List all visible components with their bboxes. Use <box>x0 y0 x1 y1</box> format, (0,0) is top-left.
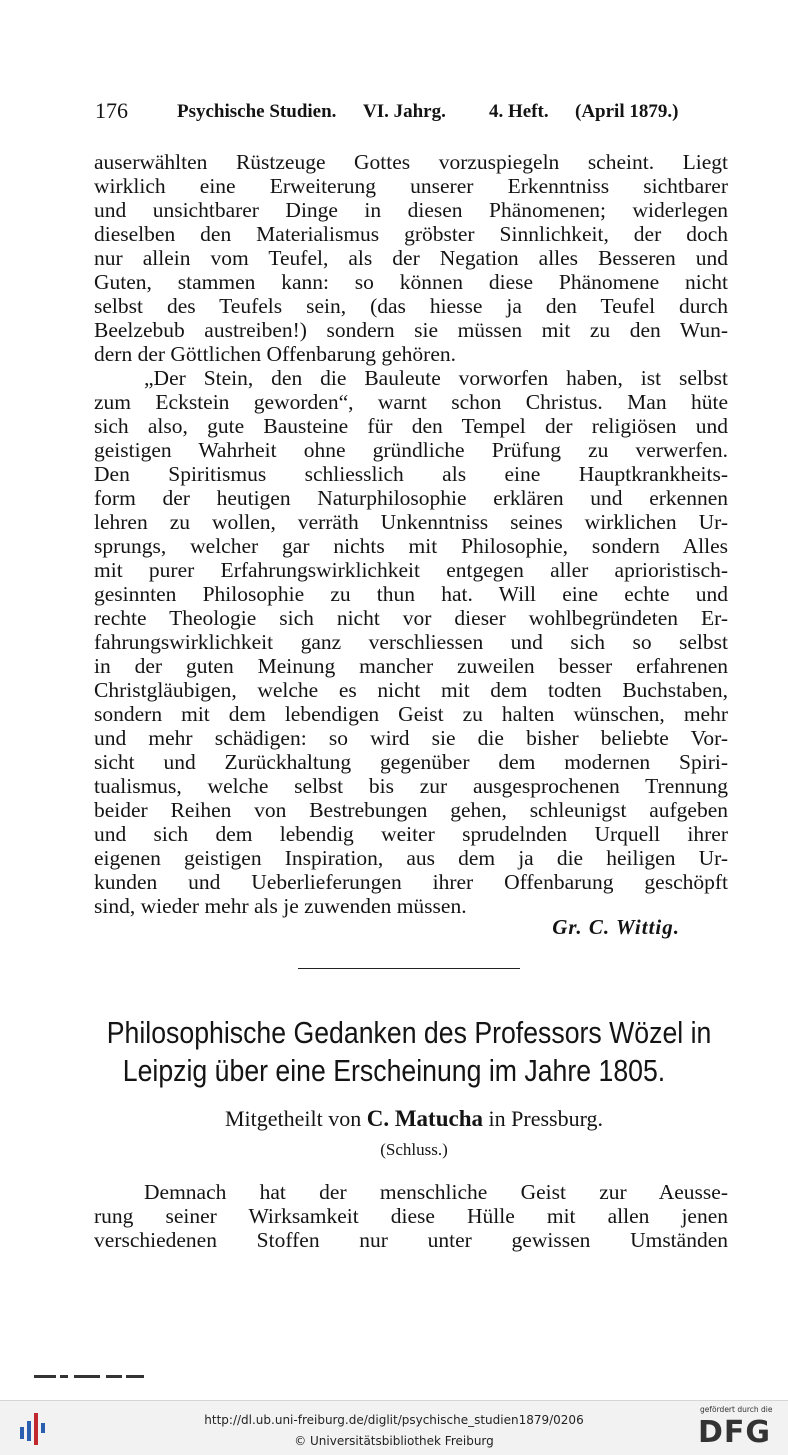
text-line: dern der Göttlichen Offenbarung gehören. <box>94 342 456 366</box>
dfg-logo-text: DFG <box>698 1415 772 1450</box>
document-url[interactable]: http://dl.ub.uni-freiburg.de/diglit/psychische_studien1879/0206 <box>204 1413 584 1427</box>
text-line: form der heutigen Naturphilosophie erklären und erkennen <box>94 486 728 510</box>
continuation-note: (Schluss.) <box>380 1140 448 1159</box>
text-line: kunden und Ueberlieferungen ihrer Offenbarung geschöpft <box>94 870 728 894</box>
text-line: sicht und Zurückhaltung gegenüber dem modernen Spiri- <box>94 750 728 774</box>
text-line: und unsichtbarer Dinge in diesen Phänomenen; widerlegen <box>94 198 728 222</box>
text-line: Den Spiritismus schliesslich als eine Hauptkrankheits- <box>94 462 728 486</box>
text-line: tualismus, welche selbst bis zur ausgesprochenen Trennung <box>94 774 728 798</box>
article-text-line: Demnach hat der menschliche Geist zur Aeusse- <box>144 1180 728 1204</box>
author-signature: Gr. C. Wittig. <box>552 915 680 939</box>
text-line: wirklich eine Erweiterung unserer Erkenntniss sichtbarer <box>94 174 728 198</box>
section-divider <box>298 968 520 969</box>
article-text-line: verschiedenen Stoffen nur unter gewissen Umständen <box>94 1228 728 1252</box>
text-line: selbst des Teufels sein, (das hiesse ja den Teufel durch <box>94 294 728 318</box>
issue-date: (April 1879.) <box>575 101 679 122</box>
text-line: auserwählten Rüstzeuge Gottes vorzuspiegeln scheint. Liegt <box>94 150 728 174</box>
text-line: „Der Stein, den die Bauleute vorworfen haben, ist selbst <box>144 366 728 390</box>
dfg-logo <box>696 1403 782 1453</box>
text-line: Beelzebub austreiben!) sondern sie müssen mit zu den Wun- <box>94 318 728 342</box>
text-line: eigenen geistigen Inspiration, aus dem ja die heiligen Ur- <box>94 846 728 870</box>
byline-prefix: Mitgetheilt von <box>224 1106 362 1131</box>
text-line: beider Reihen von Bestrebungen gehen, schleunigst aufgeben <box>94 798 728 822</box>
text-line: lehren zu wollen, verräth Unkenntniss seines wirklichen Ur- <box>94 510 728 534</box>
article-text-line: rung seiner Wirksamkeit diese Hülle mit allen jenen <box>94 1204 728 1228</box>
byline-suffix: in Pressburg. <box>488 1106 604 1131</box>
article-byline <box>94 1106 734 1132</box>
byline-author: C. Matucha <box>366 1106 484 1131</box>
text-line: sprungs, welcher gar nichts mit Philosophie, sondern Alles <box>94 534 728 558</box>
copyright-text: © Universitätsbibliothek Freiburg <box>294 1434 494 1448</box>
text-line: rechte Theologie sich nicht vor dieser wohlbegründeten Er- <box>94 606 728 630</box>
text-line: gesinnten Philosophie zu thun hat. Will eine echte und <box>94 582 728 606</box>
text-line: mit purer Erfahrungswirklichkeit entgegen aller aprioristisch- <box>94 558 728 582</box>
scan-artifact <box>34 1375 144 1379</box>
running-header <box>95 98 695 129</box>
issue-label: 4. Heft. <box>489 101 549 122</box>
page-number: 176 <box>95 98 128 123</box>
text-line: und mehr schädigen: so wird sie die bisher beliebte Vor- <box>94 726 728 750</box>
text-line: sich also, gute Bausteine für den Tempel der religiösen und <box>94 414 728 438</box>
text-line: dieselben den Materialismus gröbster Sinnlichkeit, der doch <box>94 222 728 246</box>
dfg-caption: gefördert durch die <box>700 1405 773 1414</box>
text-line: nur allein vom Teufel, als der Negation alles Besseren und <box>94 246 728 270</box>
text-line: fahrungswirklichkeit ganz verschliessen und sich so selbst <box>94 630 728 654</box>
text-line: und sich dem lebendig weiter sprudelnden Urquell ihrer <box>94 822 728 846</box>
journal-title: Psychische Studien. <box>177 101 337 122</box>
text-line: sind, wieder mehr als je zuwenden müssen. <box>94 894 467 918</box>
viewer-footer <box>0 1400 788 1455</box>
article-title-line-2: Leipzig über eine Erscheinung im Jahre 1805. <box>122 1053 666 1088</box>
article-title-line-1: Philosophische Gedanken des Professors Wözel in <box>106 1015 712 1050</box>
text-line: zum Eckstein geworden“, warnt schon Christus. Man hüte <box>94 390 728 414</box>
volume-label: VI. Jahrg. <box>363 101 446 122</box>
text-line: sondern mit dem lebendigen Geist zu halten wünschen, mehr <box>94 702 728 726</box>
text-line: Christgläubigen, welche es nicht mit dem todten Buchstaben, <box>94 678 728 702</box>
text-line: in der guten Meinung mancher zuweilen besser erfahrenen <box>94 654 728 678</box>
text-line: Guten, stammen kann: so können diese Phänomene nicht <box>94 270 728 294</box>
text-line: geistigen Wahrheit ohne gründliche Prüfung zu verwerfen. <box>94 438 728 462</box>
